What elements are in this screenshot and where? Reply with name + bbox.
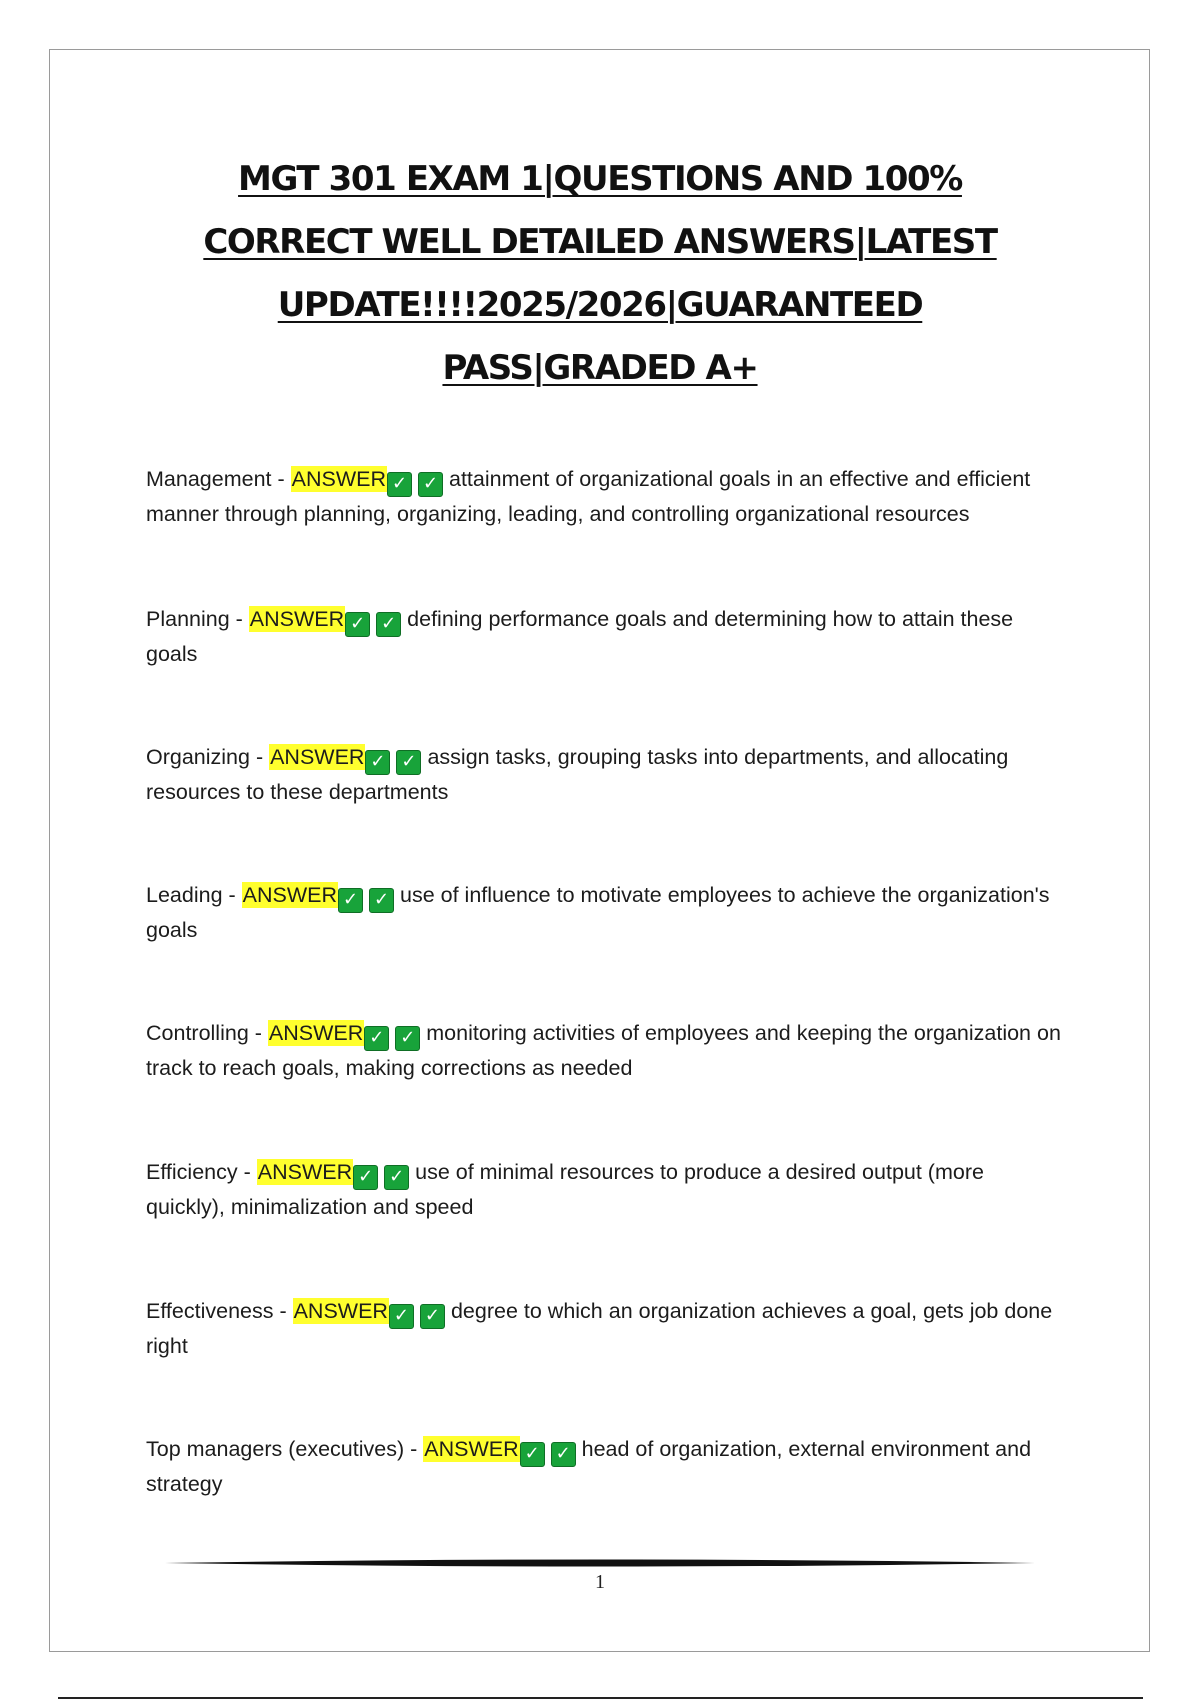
checkmark-box-icon: ✓ (365, 750, 390, 775)
answer-label: ANSWER (268, 1021, 364, 1045)
checkmark-box-icon: ✓ (395, 1026, 420, 1051)
answer-label: ANSWER (293, 1299, 388, 1323)
checkmark-box-icon: ✓ (551, 1442, 576, 1467)
checkmark-box-icon: ✓ (387, 472, 412, 497)
answer-label: ANSWER (424, 1437, 519, 1461)
answer-label: ANSWER (257, 1160, 353, 1184)
checkmark-box-icon: ✓ (520, 1442, 545, 1467)
checkmark-box-icon: ✓ (418, 472, 443, 497)
next-page-edge (58, 1697, 1143, 1699)
entry-definition: attainment of organizational goals in an effective and efficient manner through planning, organizing, leading, and controlling organizational resources (146, 467, 1031, 526)
flashcard-entry (146, 602, 1066, 672)
flashcard-entry (146, 878, 1066, 948)
entry-definition: use of influence to motivate employees to achieve the organization's goals (146, 883, 1050, 942)
checkmark-box-icon: ✓ (345, 612, 370, 637)
checkmark-box-icon: ✓ (353, 1165, 378, 1190)
flashcard-entry (146, 1155, 1066, 1225)
entry-term: Organizing - (146, 745, 270, 769)
entry-definition: degree to which an organization achieves a goal, gets job done right (146, 1299, 1053, 1358)
entry-definition: monitoring activities of employees and keeping the organization on track to reach goals, making corrections as needed (146, 1021, 1061, 1080)
checkmark-box-icon: ✓ (384, 1165, 409, 1190)
answer-label: ANSWER (291, 467, 386, 491)
checkmark-box-icon: ✓ (376, 612, 401, 637)
answer-label: ANSWER (270, 745, 365, 769)
answer-label: ANSWER (249, 607, 345, 631)
entry-definition: head of organization, external environment and strategy (146, 1437, 1032, 1496)
entry-term: Planning - (146, 607, 249, 631)
flashcard-entry (146, 462, 1066, 532)
entry-definition: assign tasks, grouping tasks into departments, and allocating resources to these departments (146, 745, 1009, 804)
checkmark-box-icon: ✓ (338, 888, 363, 913)
flashcard-entry (146, 740, 1066, 810)
answer-label: ANSWER (242, 883, 338, 907)
checkmark-box-icon: ✓ (369, 888, 394, 913)
entry-term: Efficiency - (146, 1160, 257, 1184)
entry-definition: use of minimal resources to produce a desired output (more quickly), minimalization and speed (146, 1160, 984, 1219)
entry-term: Controlling - (146, 1021, 268, 1045)
flashcard-entry (146, 1294, 1066, 1364)
entry-term: Effectiveness - (146, 1299, 293, 1323)
checkmark-box-icon: ✓ (389, 1304, 414, 1329)
checkmark-box-icon: ✓ (364, 1026, 389, 1051)
checkmark-box-icon: ✓ (396, 750, 421, 775)
page-number: 1 (595, 1571, 605, 1593)
entry-term: Top managers (executives) - (146, 1437, 424, 1461)
document-title: MGT 301 EXAM 1|QUESTIONS AND 100% CORRECT WELL DETAILED ANSWERS|LATEST UPDATE!!!!2025/2026|GUARANTEED PASS|GRADED A+ (203, 159, 997, 388)
checkmark-box-icon: ✓ (420, 1304, 445, 1329)
entry-term: Management - (146, 467, 291, 491)
flashcard-entry (146, 1432, 1066, 1502)
flashcard-entry (146, 1016, 1066, 1086)
entry-definition: defining performance goals and determining how to attain these goals (146, 607, 1014, 666)
entry-term: Leading - (146, 883, 242, 907)
footer-divider (165, 1557, 1035, 1569)
